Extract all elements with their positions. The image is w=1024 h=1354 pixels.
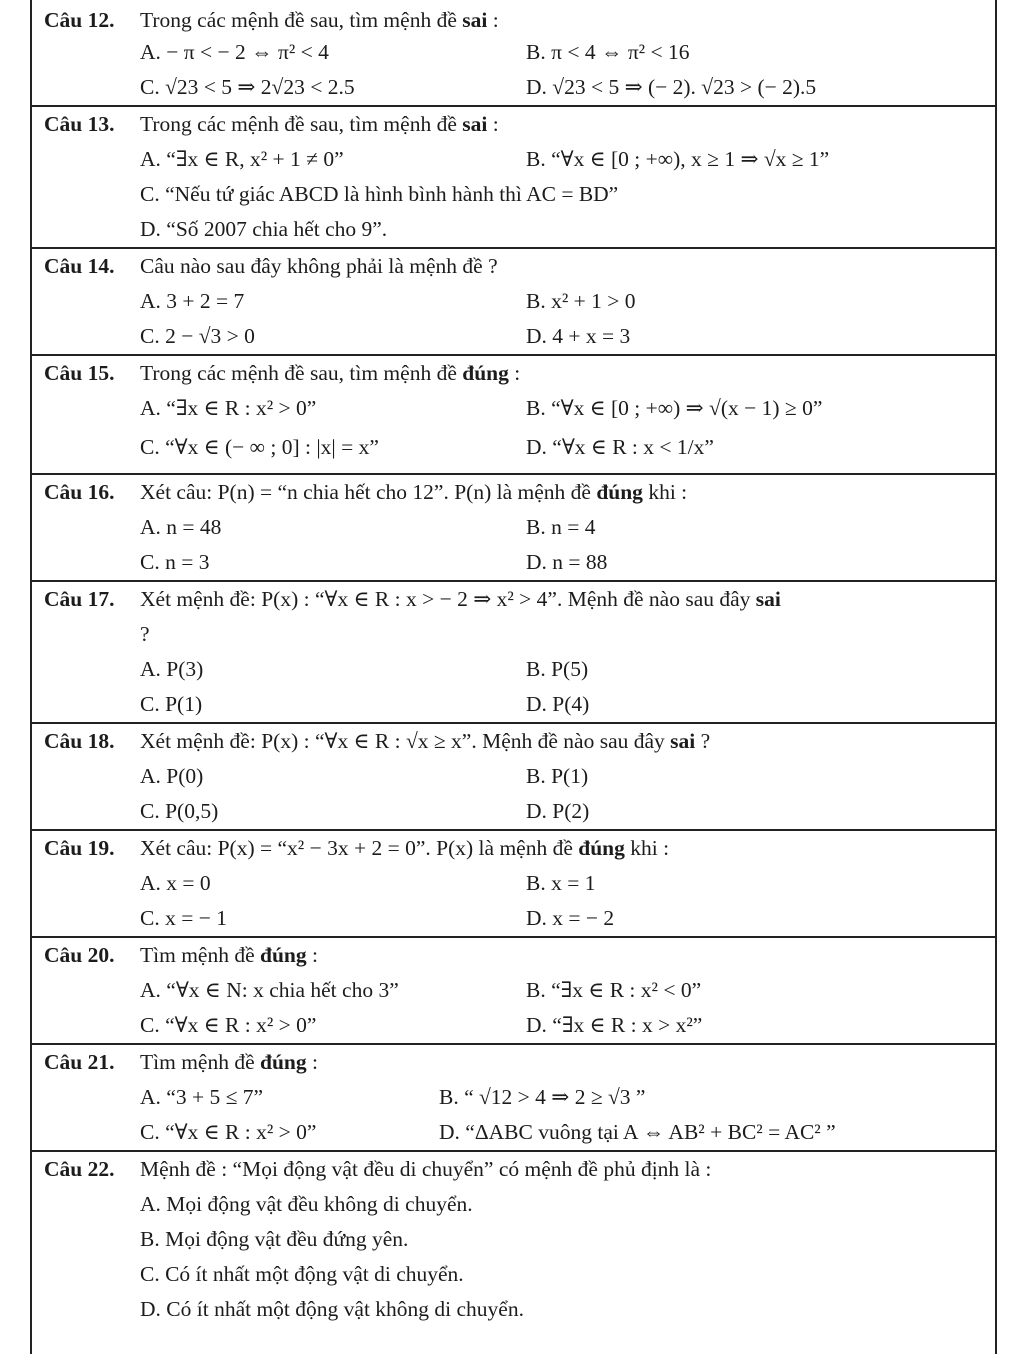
question-label: Câu 14.: [44, 254, 115, 278]
question-label: Câu 16.: [44, 480, 115, 504]
question-stem: Mệnh đề : “Mọi động vật đều di chuyển” có mệnh đề phủ định là :: [140, 1157, 712, 1181]
question-19: [32, 831, 995, 938]
question-stem: Xét câu: P(x) = “x² − 3x + 2 = 0”. P(x) là mệnh đề đúng khi :: [140, 836, 670, 860]
question-stem: Tìm mệnh đề đúng :: [140, 1050, 318, 1074]
option-c[interactable]: C. P(1): [140, 692, 203, 716]
option-a[interactable]: A. “∃x ∈ R : x² > 0”: [140, 396, 317, 420]
option-b[interactable]: B. n = 4: [526, 515, 596, 539]
option-b[interactable]: B. Mọi động vật đều đứng yên.: [140, 1227, 409, 1251]
option-d[interactable]: D. n = 88: [526, 550, 608, 574]
option-b[interactable]: B. “∃x ∈ R : x² < 0”: [526, 978, 702, 1002]
option-d[interactable]: D. P(2): [526, 799, 590, 823]
option-d[interactable]: D. 4 + x = 3: [526, 324, 631, 348]
question-17: [32, 582, 995, 724]
option-c[interactable]: C. n = 3: [140, 550, 210, 574]
question-14: [32, 249, 995, 356]
option-d[interactable]: D. P(4): [526, 692, 590, 716]
question-stem: Xét mệnh đề: P(x) : “∀x ∈ R : √x ≥ x”. Mệnh đề nào sau đây sai ?: [140, 729, 711, 753]
option-a[interactable]: A. P(0): [140, 764, 204, 788]
option-c[interactable]: C. “∀x ∈ (− ∞ ; 0] : |x| = x”: [140, 435, 379, 459]
option-a[interactable]: A. Mọi động vật đều không di chuyển.: [140, 1192, 473, 1216]
option-c[interactable]: C. P(0,5): [140, 799, 219, 823]
option-a[interactable]: A. “∃x ∈ R, x² + 1 ≠ 0”: [140, 147, 344, 171]
option-c[interactable]: C. “∀x ∈ R : x² > 0”: [140, 1120, 317, 1144]
option-a[interactable]: A. P(3): [140, 657, 204, 681]
option-d[interactable]: D. √23 < 5 ⇒ (− 2). √23 > (− 2).5: [526, 75, 817, 99]
question-sheet: [30, 0, 997, 1354]
option-d[interactable]: D. “ΔABC vuông tại A ⇔ AB² + BC² = AC² ”: [439, 1120, 836, 1144]
question-stem: Trong các mệnh đề sau, tìm mệnh đề sai :: [140, 8, 499, 32]
question-label: Câu 12.: [44, 8, 115, 32]
option-a[interactable]: A. “∀x ∈ N: x chia hết cho 3”: [140, 978, 399, 1002]
option-b[interactable]: B. x² + 1 > 0: [526, 289, 636, 313]
option-c[interactable]: C. x = − 1: [140, 906, 227, 930]
question-label: Câu 21.: [44, 1050, 115, 1074]
question-stem: Câu nào sau đây không phải là mệnh đề ?: [140, 254, 498, 278]
option-c[interactable]: C. Có ít nhất một động vật di chuyển.: [140, 1262, 464, 1286]
question-15: [32, 356, 995, 475]
option-d[interactable]: D. “∀x ∈ R : x < 1/x”: [526, 435, 714, 459]
option-b[interactable]: B. x = 1: [526, 871, 596, 895]
option-c[interactable]: C. “Nếu tứ giác ABCD là hình bình hành thì AC = BD”: [140, 182, 619, 206]
question-21: [32, 1045, 995, 1152]
option-b[interactable]: B. P(1): [526, 764, 589, 788]
question-16: [32, 475, 995, 582]
question-18: [32, 724, 995, 831]
option-c[interactable]: C. 2 − √3 > 0: [140, 324, 255, 348]
question-label: Câu 22.: [44, 1157, 115, 1181]
question-label: Câu 15.: [44, 361, 115, 385]
question-label: Câu 13.: [44, 112, 115, 136]
question-stem: Trong các mệnh đề sau, tìm mệnh đề sai :: [140, 112, 499, 136]
question-stem: Xét mệnh đề: P(x) : “∀x ∈ R : x > − 2 ⇒ x² > 4”. Mệnh đề nào sau đây sai: [140, 587, 781, 611]
option-d[interactable]: D. x = − 2: [526, 906, 615, 930]
question-label: Câu 17.: [44, 587, 115, 611]
option-b[interactable]: B. “ √12 > 4 ⇒ 2 ≥ √3 ”: [439, 1085, 646, 1109]
option-a[interactable]: A. n = 48: [140, 515, 222, 539]
question-label: Câu 19.: [44, 836, 115, 860]
question-label: Câu 18.: [44, 729, 115, 753]
option-a[interactable]: A. 3 + 2 = 7: [140, 289, 245, 313]
option-b[interactable]: B. “∀x ∈ [0 ; +∞) ⇒ √(x − 1) ≥ 0”: [526, 396, 823, 420]
option-b[interactable]: B. P(5): [526, 657, 589, 681]
question-20: [32, 938, 995, 1045]
option-c[interactable]: C. √23 < 5 ⇒ 2√23 < 2.5: [140, 75, 355, 99]
question-label: Câu 20.: [44, 943, 115, 967]
option-c[interactable]: C. “∀x ∈ R : x² > 0”: [140, 1013, 317, 1037]
option-a[interactable]: A. − π < − 2 ⇔ π² < 4: [140, 40, 329, 64]
question-stem: Tìm mệnh đề đúng :: [140, 943, 318, 967]
option-d[interactable]: D. “Số 2007 chia hết cho 9”.: [140, 217, 388, 241]
option-d[interactable]: D. “∃x ∈ R : x > x²”: [526, 1013, 703, 1037]
option-d[interactable]: D. Có ít nhất một động vật không di chuyển.: [140, 1297, 524, 1321]
question-stem-continuation: ?: [140, 622, 150, 646]
question-stem: Xét câu: P(n) = “n chia hết cho 12”. P(n) là mệnh đề đúng khi :: [140, 480, 688, 504]
question-stem: Trong các mệnh đề sau, tìm mệnh đề đúng :: [140, 361, 521, 385]
question-12: [32, 0, 995, 107]
question-13: [32, 107, 995, 249]
option-a[interactable]: A. x = 0: [140, 871, 211, 895]
option-a[interactable]: A. “3 + 5 ≤ 7”: [140, 1085, 264, 1109]
option-b[interactable]: B. “∀x ∈ [0 ; +∞), x ≥ 1 ⇒ √x ≥ 1”: [526, 147, 830, 171]
question-22: [32, 1152, 995, 1327]
option-b[interactable]: B. π < 4 ⇔ π² < 16: [526, 40, 690, 64]
